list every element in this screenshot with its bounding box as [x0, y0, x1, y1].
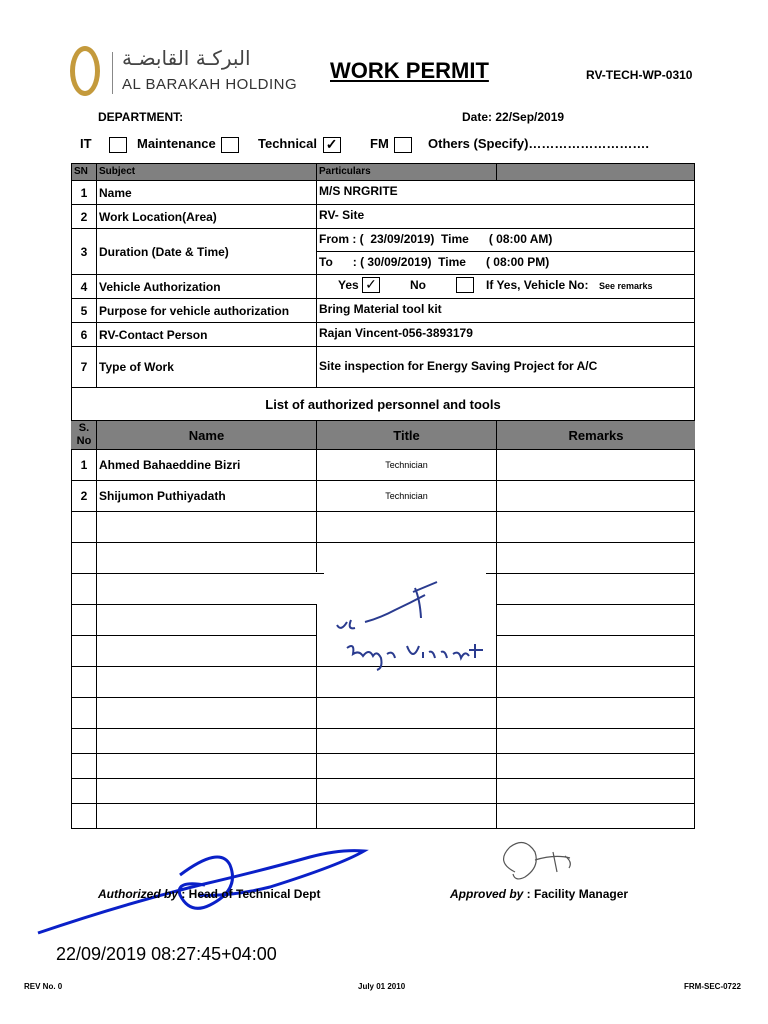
personnel-name: Shijumon Puthiyadath: [99, 489, 226, 503]
personnel-row-line: [486, 573, 695, 574]
page-title: WORK PERMIT: [330, 58, 489, 83]
see-remarks-note: See remarks: [599, 280, 653, 291]
dept-fm-checkbox[interactable]: [394, 137, 412, 153]
personnel-header-sno: S. No: [76, 422, 92, 447]
approved-by-label: Approved by: [450, 887, 524, 901]
personnel-row-line: [496, 604, 695, 605]
row-subject: RV-Contact Person: [99, 327, 208, 342]
row-sn: 5: [80, 303, 88, 318]
personnel-row-line: [71, 728, 695, 729]
row-value: Rajan Vincent-056-3893179: [319, 325, 473, 340]
row-subject: Vehicle Authorization: [99, 279, 221, 294]
row-subject: Duration (Date & Time): [99, 244, 229, 259]
personnel-row-line: [71, 697, 695, 698]
row-subject: Purpose for vehicle authorization: [99, 303, 290, 318]
dept-others: Others (Specify)……………………….: [428, 136, 650, 151]
row-sn: 7: [80, 360, 88, 374]
table-col-line: [496, 163, 497, 180]
row-sn: 1: [80, 185, 88, 200]
personnel-row-line: [71, 753, 695, 754]
duration-from: From : ( 23/09/2019) Time ( 08:00 AM): [319, 231, 553, 246]
personnel-header-title: Title: [393, 427, 420, 443]
header-particulars: Particulars: [319, 166, 371, 177]
vehicle-yes-checkbox[interactable]: ✓: [362, 277, 380, 293]
logo-arabic: البركـة القابضـة: [122, 46, 251, 70]
personnel-sno: 2: [80, 489, 88, 503]
approved-by-value: : Facility Manager: [523, 887, 629, 901]
row-value: M/S NRGRITE: [319, 183, 398, 198]
footer-rev: REV No. 0: [24, 982, 63, 991]
personnel-remarks: [497, 450, 695, 480]
dept-technical-checkbox[interactable]: ✓: [323, 137, 341, 153]
vehicle-no-field-label: If Yes, Vehicle No:: [486, 277, 589, 292]
personnel-row-line: [71, 511, 695, 512]
personnel-remarks: [497, 481, 695, 511]
logo-divider: [112, 52, 113, 94]
personnel-row-line: [71, 635, 317, 636]
digital-timestamp: 22/09/2019 08:27:45+04:00: [56, 944, 277, 964]
row-subject: Type of Work: [99, 360, 174, 374]
table-col-line: [316, 163, 317, 387]
department-label: DEPARTMENT:: [98, 110, 184, 124]
vehicle-no-checkbox[interactable]: [456, 277, 474, 293]
dept-technical[interactable]: Technical ✓: [258, 136, 341, 153]
row-sn: 4: [80, 279, 88, 294]
personnel-title-cell: Technician: [385, 491, 428, 501]
personnel-row-line: [71, 778, 695, 779]
row-value: Site inspection for Energy Saving Project for A/C: [319, 358, 598, 373]
table-col-line: [96, 163, 97, 387]
row-sn: 3: [80, 244, 88, 259]
row-sn: 2: [80, 209, 88, 224]
authorized-by-value: : Head of Technical Dept: [178, 887, 321, 901]
contact-signature-image: [325, 570, 490, 675]
dept-it[interactable]: IT: [80, 136, 127, 153]
footer-form: FRM-SEC-0722: [684, 982, 741, 991]
personnel-row-line: [71, 542, 695, 543]
table-header-bg: [71, 163, 695, 180]
personnel-row-line: [71, 803, 695, 804]
vehicle-no-label: No: [410, 277, 426, 292]
document-ref: RV-TECH-WP-0310: [586, 68, 693, 82]
personnel-col-line: [96, 420, 97, 829]
personnel-row-line: [71, 604, 317, 605]
row-subject: Name: [99, 185, 132, 200]
header-subject: Subject: [99, 166, 136, 177]
personnel-title: List of authorized personnel and tools: [265, 396, 501, 412]
personnel-name: Ahmed Bahaeddine Bizri: [99, 458, 241, 472]
permit-date: Date: 22/Sep/2019: [462, 110, 565, 124]
dept-fm[interactable]: FM: [370, 136, 412, 153]
personnel-row-line: [496, 635, 695, 636]
personnel-col-line: [316, 604, 317, 829]
vehicle-yes-label: Yes: [338, 277, 359, 292]
dept-maintenance[interactable]: Maintenance: [137, 136, 239, 153]
row-value: Bring Material tool kit: [319, 301, 442, 316]
row-sn: 6: [80, 327, 88, 342]
approved-signature-image: [485, 832, 585, 887]
dept-maintenance-checkbox[interactable]: [221, 137, 239, 153]
row-subject: Work Location(Area): [99, 209, 217, 224]
header-sn: SN: [74, 166, 88, 177]
authorized-by-label: Authorized by: [98, 887, 178, 901]
approved-by: [450, 887, 628, 901]
row-value: RV- Site: [319, 207, 365, 222]
table-row-line: [71, 163, 695, 164]
duration-to: To : ( 30/09/2019) Time ( 08:00 PM): [319, 254, 550, 269]
authorized-by: [98, 887, 320, 901]
logo-ring-icon: [70, 46, 100, 96]
personnel-title-cell: Technician: [385, 460, 428, 470]
personnel-header-remarks: Remarks: [568, 427, 624, 443]
logo-english: AL BARAKAH HOLDING: [122, 76, 298, 93]
personnel-row-line: [71, 828, 695, 829]
personnel-header-name: Name: [188, 427, 225, 443]
personnel-sno: 1: [80, 458, 88, 472]
footer-date: July 01 2010: [358, 982, 406, 991]
dept-it-checkbox[interactable]: [109, 137, 127, 153]
personnel-row-line: [71, 573, 324, 574]
